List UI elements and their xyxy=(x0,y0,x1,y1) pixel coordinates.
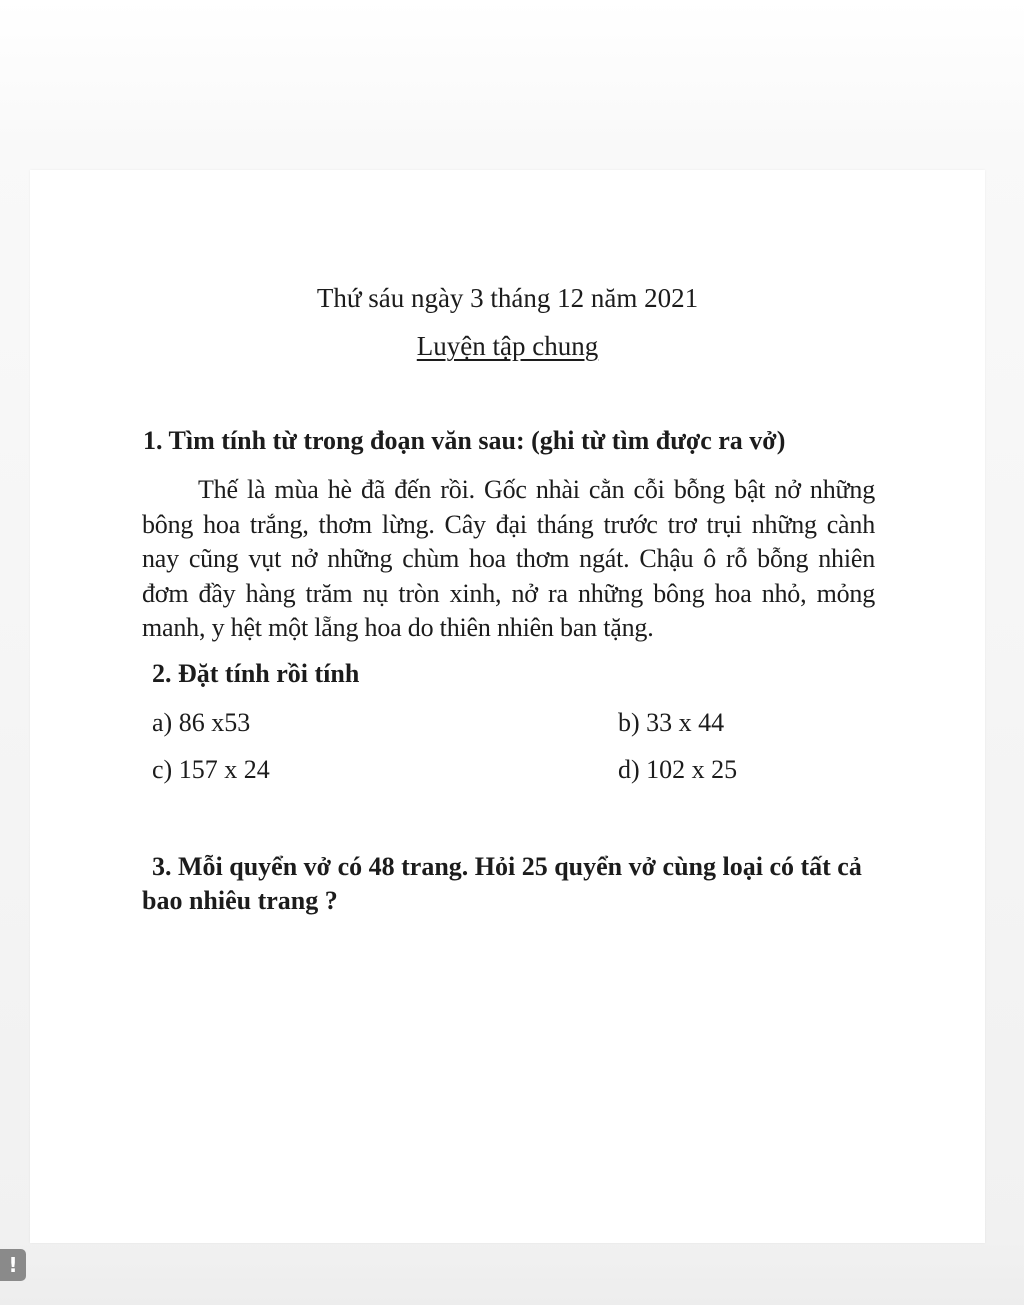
question-2-heading: 2. Đặt tính rồi tính xyxy=(152,659,360,688)
question-3: 3. Mỗi quyển vở có 48 trang. Hỏi 25 quyển vở cùng loại có tất cả bao nhiêu trang ? xyxy=(142,852,862,915)
document-date: Thứ sáu ngày 3 tháng 12 năm 2021 xyxy=(316,283,699,313)
document-title xyxy=(30,330,985,362)
question-1-passage: Thế là mùa hè đã đến rồi. Gốc nhài cằn cỗi bỗng bật nở những bông hoa trắng, thơm lừng. Cây đại tháng trước trơ trụi những cành nay cũng vụt nở những chùm hoa thơm ngát. Chậu ô rỗ bỗng nhiên đơm đầy hàng trăm nụ tròn xinh, nở ra những bông hoa nhỏ, mỏng manh, y hệt một lẵng hoa do thiên nhiên ban tặng. xyxy=(142,475,875,643)
exercise-b: b) 33 x 44 xyxy=(618,708,725,737)
document-title-text: Luyện tập chung xyxy=(416,331,599,361)
exercise-d: d) 102 x 25 xyxy=(618,755,738,784)
question-1-heading: 1. Tìm tính từ trong đoạn văn sau: (ghi từ tìm được ra vở) xyxy=(143,426,786,455)
exercise-a: a) 86 x53 xyxy=(152,708,251,737)
exercise-c: c) 157 x 24 xyxy=(152,755,270,784)
document-page xyxy=(30,170,985,1243)
exclamation-icon[interactable]: ! xyxy=(0,1249,26,1281)
